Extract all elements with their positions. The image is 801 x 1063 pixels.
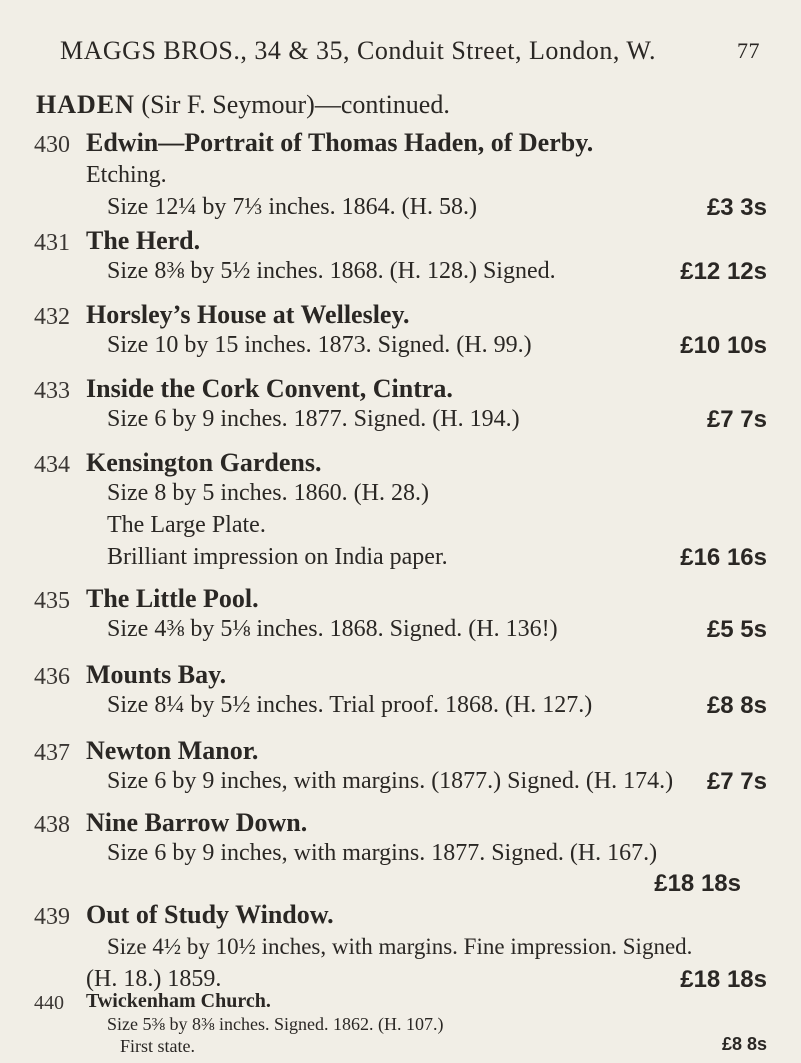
entry-price: £5 5s [706, 616, 767, 643]
entry-price: £18 18s [654, 870, 741, 897]
entry-title: Twickenham Church. [86, 990, 271, 1012]
header-text: MAGGS BROS., 34 & 35, Conduit Street, London, W. [60, 36, 657, 65]
entry-price: £18 18s [680, 966, 767, 993]
lot-number: 440 [34, 992, 64, 1014]
entry-title: Out of Study Window. [86, 900, 334, 929]
entry-price: £12 12s [680, 258, 767, 285]
lot-number: 439 [34, 904, 70, 930]
lot-number: 438 [34, 812, 70, 838]
entry-line: Size 4⅜ by 5⅛ inches. 1868. Signed. (H. 136!) [107, 616, 558, 642]
entry-title: Edwin—Portrait of Thomas Haden, of Derby. [86, 128, 594, 157]
entry-line: Size 5⅜ by 8⅜ inches. Signed. 1862. (H. 107.) [107, 1014, 444, 1034]
section-heading [36, 90, 450, 120]
lot-number: 435 [34, 588, 70, 614]
entry-price: £16 16s [680, 544, 767, 571]
entry-title: Horsley’s House at Wellesley. [86, 300, 410, 329]
entry-line: Size 8 by 5 inches. 1860. (H. 28.) [107, 480, 429, 506]
entry-title: Mounts Bay. [86, 660, 227, 689]
lot-number: 431 [34, 230, 70, 256]
entry-line: (H. 18.) 1859. [86, 966, 222, 992]
entry-price: £7 7s [706, 406, 767, 433]
entry-price: £7 7s [706, 768, 767, 795]
entry-title: The Little Pool. [86, 584, 259, 613]
lot-number: 436 [34, 664, 70, 690]
lot-number: 433 [34, 378, 70, 404]
entry-price: £8 8s [721, 1034, 767, 1054]
entry-line: Size 6 by 9 inches, with margins. (1877.) Signed. (H. 174.) [107, 768, 674, 794]
lot-number: 434 [34, 452, 70, 478]
entry-title: The Herd. [86, 226, 201, 255]
entry-title: Inside the Cork Convent, Cintra. [86, 374, 453, 403]
lot-number: 432 [34, 304, 70, 330]
page-number: 77 [737, 38, 760, 63]
entry-line: Etching. [86, 162, 167, 188]
entry-line: Size 4½ by 10½ inches, with margins. Fine impression. Signed. [107, 934, 693, 959]
lot-number: 430 [34, 132, 70, 158]
lot-number: 437 [34, 740, 70, 766]
entry-line: The Large Plate. [107, 512, 266, 538]
page-header [60, 36, 780, 66]
entry-line: Size 6 by 9 inches, with margins. 1877. Signed. (H. 167.) [107, 840, 658, 866]
entry-line: First state. [120, 1036, 195, 1056]
entry-line: Size 10 by 15 inches. 1873. Signed. (H. 99.) [107, 332, 532, 358]
entry-title: Nine Barrow Down. [86, 808, 308, 837]
entry-line: Brilliant impression on India paper. [107, 544, 448, 570]
entry-line: Size 12¼ by 7⅓ inches. 1864. (H. 58.) [107, 194, 477, 220]
entry-title: Newton Manor. [86, 736, 259, 765]
entry-price: £8 8s [706, 692, 767, 719]
entry-line: Size 8⅜ by 5½ inches. 1868. (H. 128.) Signed. [107, 258, 556, 284]
section-name: HADEN [36, 90, 135, 119]
entry-title: Kensington Gardens. [86, 448, 322, 477]
entry-price: £3 3s [706, 194, 767, 221]
section-subtitle: (Sir F. Seymour)—continued. [141, 90, 450, 119]
entry-price: £10 10s [680, 332, 767, 359]
entry-line: Size 8¼ by 5½ inches. Trial proof. 1868. (H. 127.) [107, 692, 593, 718]
entry-line: Size 6 by 9 inches. 1877. Signed. (H. 194.) [107, 406, 520, 432]
